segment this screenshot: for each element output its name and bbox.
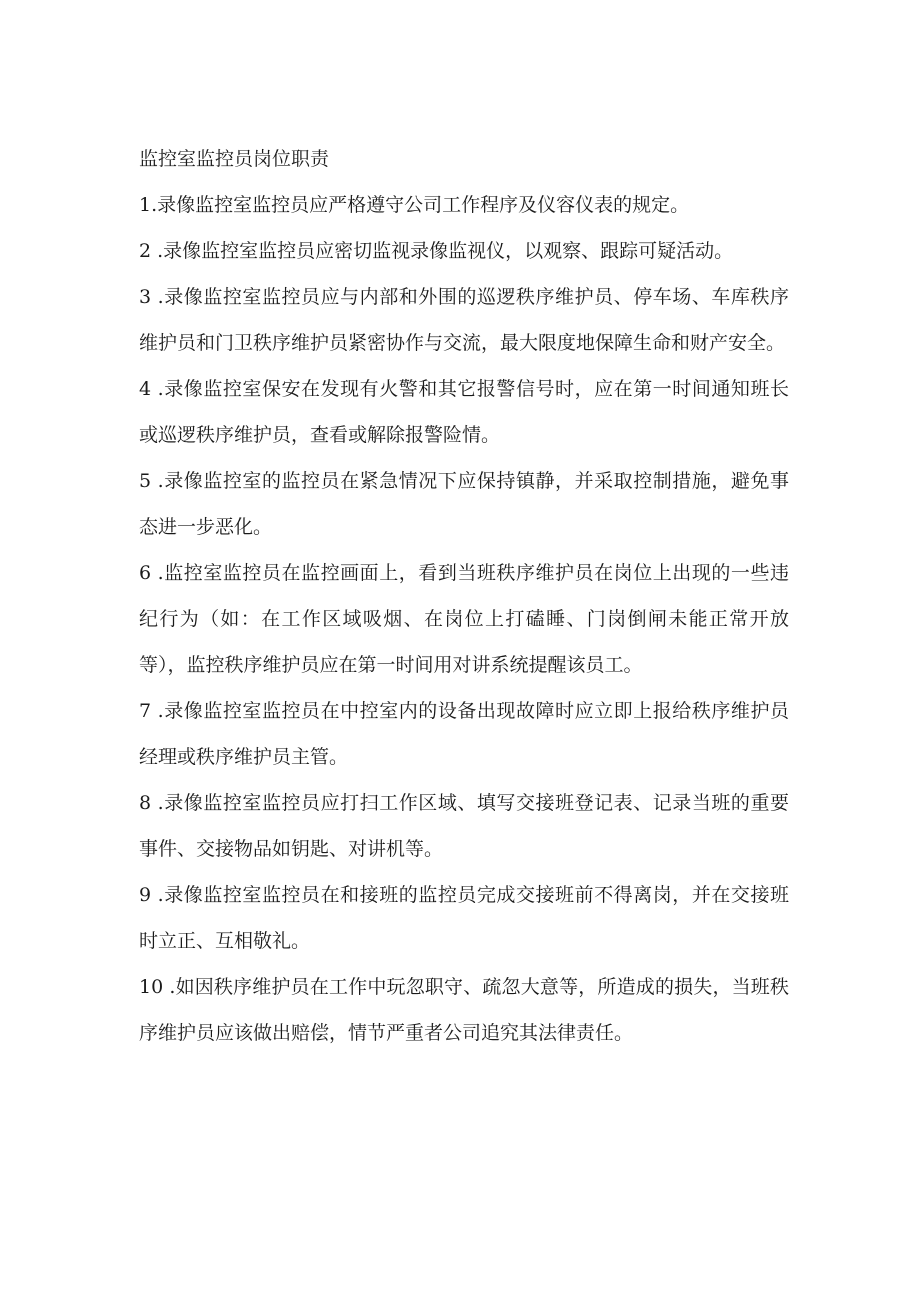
item-text: 录像监控室监控员应严格遵守公司工作程序及仪容仪表的规定。: [157, 194, 690, 216]
item-number: 8 .: [139, 792, 164, 814]
item-text: 录像监控室监控员应打扫工作区域、填写交接班登记表、记录当班的重要事件、交接物品如钥匙、对讲机等。: [139, 792, 789, 860]
duty-item-10: [139, 964, 789, 1056]
item-number: 4 .: [139, 378, 164, 400]
item-text: 录像监控室监控员在和接班的监控员完成交接班前不得离岗，并在交接班时立正、互相敬礼。: [139, 884, 789, 952]
item-number: 9 .: [139, 884, 164, 906]
item-number: 5 .: [139, 470, 164, 492]
item-number: 7 .: [139, 700, 164, 722]
item-text: 录像监控室的监控员在紧急情况下应保持镇静，并采取控制措施，避免事态进一步恶化。: [139, 470, 789, 538]
item-number: 10 .: [139, 976, 176, 998]
item-number: 3 .: [139, 286, 164, 308]
item-text: 录像监控室监控员在中控室内的设备出现故障时应立即上报给秩序维护员经理或秩序维护员主管。: [139, 700, 789, 768]
duty-item-1: [139, 182, 789, 228]
item-text: 如因秩序维护员在工作中玩忽职守、疏忽大意等，所造成的损失，当班秩序维护员应该做出赔偿，情节严重者公司追究其法律责任。: [139, 976, 789, 1044]
duty-item-8: [139, 780, 789, 872]
item-number: 2 .: [139, 240, 164, 262]
item-text: 录像监控室监控员应密切监视录像监视仪，以观察、跟踪可疑活动。: [163, 240, 734, 262]
document-title: 监控室监控员岗位职责: [139, 148, 330, 170]
duty-item-3: [139, 274, 789, 366]
item-text: 录像监控室监控员应与内部和外围的巡逻秩序维护员、停车场、车库秩序维护员和门卫秩序维护员紧密协作与交流，最大限度地保障生命和财产安全。: [139, 286, 789, 354]
duty-item-2: [139, 228, 789, 274]
duty-item-6: [139, 550, 789, 688]
item-number: 1.: [139, 194, 158, 216]
item-text: 监控室监控员在监控画面上，看到当班秩序维护员在岗位上出现的一些违纪行为（如：在工作区域吸烟、在岗位上打磕睡、门岗倒闸未能正常开放等），监控秩序维护员应在第一时间用对讲系统提醒该员工。: [139, 562, 789, 676]
duty-item-5: [139, 458, 789, 550]
item-text: 录像监控室保安在发现有火警和其它报警信号时，应在第一时间通知班长或巡逻秩序维护员，查看或解除报警险情。: [139, 378, 789, 446]
duty-item-9: [139, 872, 789, 964]
duty-item-7: [139, 688, 789, 780]
item-number: 6 .: [139, 562, 164, 584]
document-page: [139, 136, 789, 1056]
duty-item-4: [139, 366, 789, 458]
